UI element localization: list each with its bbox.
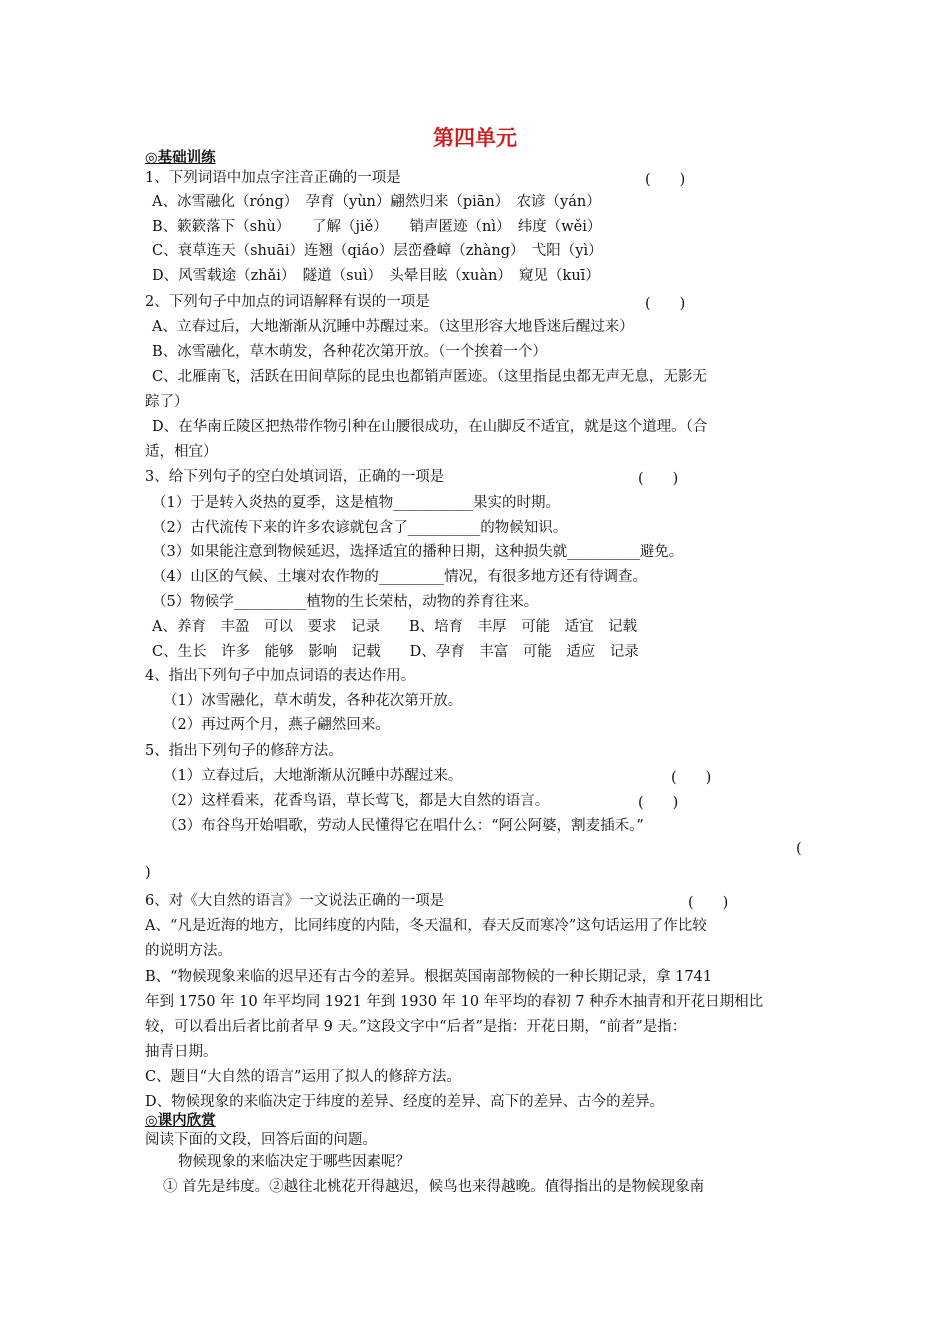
q6-option-d: D、物候现象的来临决定于纬度的差异、经度的差异、高下的差异、古今的差异。 — [145, 1094, 665, 1110]
q6-option-c: C、题目“大自然的语言”运用了拟人的修辞方法。 — [145, 1069, 461, 1085]
reading-intro: 阅读下面的文段，回答后面的问题。 — [145, 1132, 377, 1148]
q3-options-ab: A、养育 丰盈 可以 要求 记录 B、培育 丰厚 可能 适宜 记载 — [152, 619, 638, 635]
q5-sentence-2: （2）这样看来，花香鸟语，草长莺飞，都是大自然的语言。 — [163, 793, 550, 809]
q5-sentence-3: （3）布谷鸟开始唱歌，劳动人民懂得它在唱什么：“阿公阿婆，割麦插禾。” — [163, 818, 644, 834]
q2-answer-bracket: ( ) — [645, 296, 686, 312]
q4-sentence-2: （2）再过两个月，燕子翩然回来。 — [163, 717, 390, 733]
q3-sentence-4: （4）山区的气候、土壤对农作物的_________情况，有很多地方还有待调查。 — [152, 569, 647, 585]
q5-sentence-1: （1）立春过后，大地渐渐从沉睡中苏醒过来。 — [163, 768, 463, 784]
section-in-class-reading: ◎课内欣赏 — [145, 1113, 216, 1129]
section-basic-training: ◎基础训练 — [145, 150, 216, 166]
q6-option-b-line4: 抽青日期。 — [145, 1044, 218, 1060]
q6-option-b-line3: 较，可以看出后者比前者早 9 天。”这段文字中“后者”是指：开花日期，“前者”是指： — [145, 1019, 687, 1035]
q2-option-d-line2: 适，相宜） — [145, 444, 218, 460]
q1-stem: 1、下列词语中加点字注音正确的一项是 — [145, 170, 401, 186]
q6-answer-bracket: ( ) — [688, 895, 729, 911]
q5-s3-bracket-close: ) — [145, 865, 151, 881]
q2-option-c-line2: 踪了） — [145, 394, 189, 410]
q1-option-b: B、簌簌落下（shù） 了解（jiě） 销声匿迹（nì） 纬度（wěi） — [152, 219, 602, 235]
q1-option-d: D、风雪载途（zhǎi） 隧道（suì） 头晕目眩（xuàn） 窥见（kuī） — [152, 268, 600, 284]
q6-option-a-line1: A、“凡是近海的地方，比同纬度的内陆，冬天温和，春天反而寒冷”这句话运用了作比较 — [145, 918, 707, 934]
q6-option-b-line1: B、“物候现象来临的迟早还有古今的差异。根据英国南部物候的一种长期记录，拿 1741 — [145, 969, 713, 985]
q2-option-d-line1: D、在华南丘陵区把热带作物引种在山腰很成功，在山脚反不适宜，就是这个道理。（合 — [152, 419, 708, 435]
q6-stem: 6、对《大自然的语言》一文说法正确的一项是 — [145, 893, 445, 909]
reading-passage-paragraph: ① 首先是纬度。②越往北桃花开得越迟，候鸟也来得越晚。值得指出的是物候现象南 — [163, 1179, 705, 1195]
q5-s1-answer-bracket: ( ) — [671, 770, 712, 786]
q3-stem: 3、给下列句子的空白处填词语，正确的一项是 — [145, 469, 445, 485]
q2-option-b: B、冰雪融化，草木萌发，各种花次第开放。（一个挨着一个） — [152, 344, 547, 360]
page-title: 第四单元 — [433, 126, 517, 150]
reading-passage-question: 物候现象的来临决定于哪些因素呢？ — [178, 1154, 410, 1170]
q4-sentence-1: （1）冰雪融化，草木萌发，各种花次第开放。 — [163, 693, 463, 709]
q3-sentence-3: （3）如果能注意到物候延迟，选择适宜的播种日期，这种损失就__________避免。 — [152, 544, 684, 560]
q5-stem: 5、指出下列句子的修辞方法。 — [145, 743, 343, 759]
q6-option-a-line2: 的说明方法。 — [145, 943, 232, 959]
q3-sentence-5: （5）物候学__________植物的生长荣枯，动物的养育往来。 — [152, 594, 539, 610]
q3-answer-bracket: ( ) — [638, 471, 679, 487]
q5-s3-bracket-open: ( — [796, 841, 802, 857]
q3-sentence-1: （1）于是转入炎热的夏季，这是植物___________果实的时期。 — [152, 495, 560, 511]
q1-answer-bracket: ( ) — [645, 172, 686, 188]
q2-stem: 2、下列句子中加点的词语解释有误的一项是 — [145, 294, 430, 310]
q4-stem: 4、指出下列句子中加点词语的表达作用。 — [145, 668, 416, 684]
q2-option-a: A、立春过后，大地渐渐从沉睡中苏醒过来。（这里形容大地昏迷后醒过来） — [152, 319, 634, 335]
q6-option-b-line2: 年到 1750 年 10 年平均同 1921 年到 1930 年 10 年平均的春初 7 种乔木抽青和开花日期相比 — [145, 994, 764, 1010]
q5-s2-answer-bracket: ( ) — [638, 795, 679, 811]
q3-options-cd: C、生长 许多 能够 影响 记载 D、孕育 丰富 可能 适应 记录 — [152, 644, 639, 660]
q1-option-c: C、衰草连天（shuāi）连翘（qiáo）层峦叠嶂（zhàng） 弋阳（yì） — [152, 243, 603, 259]
q1-option-a: A、冰雪融化（róng） 孕育（yùn）翩然归来（piān） 农谚（yán） — [152, 194, 601, 210]
q2-option-c-line1: C、北雁南飞，活跃在田间草际的昆虫也都销声匿迹。（这里指昆虫都无声无息，无影无 — [152, 369, 707, 385]
q3-sentence-2: （2）古代流传下来的许多农谚就包含了__________的物候知识。 — [152, 520, 568, 536]
